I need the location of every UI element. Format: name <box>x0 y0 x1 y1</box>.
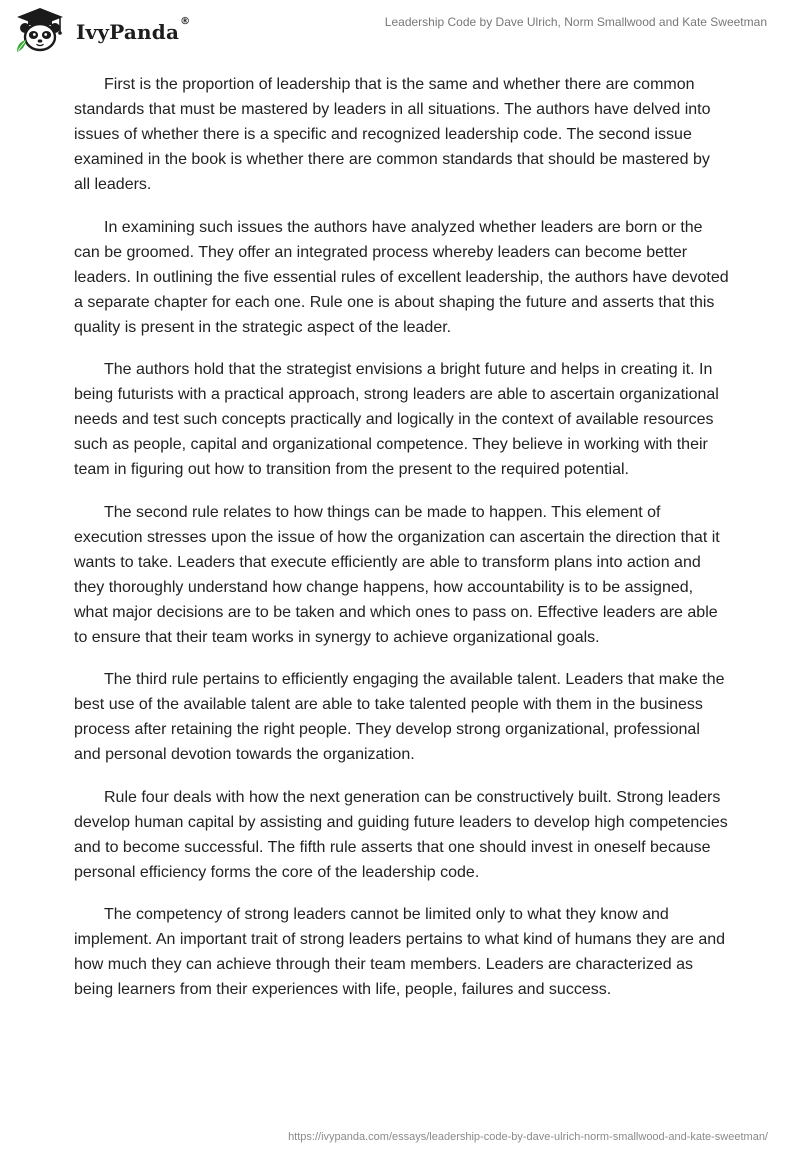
paragraph: The third rule pertains to efficiently engaging the available talent. Leaders that make the best use of the available talent are able to take talented people with them in the business process after retaining the right people. They develop strong organizational, professional and personal devotion towards the organization. <box>74 671 725 763</box>
paragraph: The competency of strong leaders cannot be limited only to what they know and implement. An important trait of strong leaders pertains to what kind of humans they are and how much they can achieve through their team members. Leaders are characterized as being learners from their experiences with life, people, failures and success. <box>74 906 726 998</box>
document-title: Leadership Code by Dave Ulrich, Norm Smallwood and Kate Sweetman <box>384 15 767 29</box>
ivypanda-logo[interactable] <box>14 6 190 54</box>
paragraph: In examining such issues the authors have analyzed whether leaders are born or the can be groomed. They offer an integrated process whereby leaders can become better leaders. In outlining the five essential rules of excellent leadership, the authors have devoted a separate chapter for each one. Rule one is about shaping the future and asserts that this quality is present in the strategic aspect of the leader. <box>74 218 729 336</box>
paragraph: First is the proportion of leadership that is the same and whether there are common standards that must be mastered by leaders in all situations. The authors have delved into issues of whether there is a specific and recognized leadership code. The second issue examined in the book is whether there are common standards that should be mastered by all leaders. <box>74 76 711 193</box>
paragraph: The authors hold that the strategist envisions a bright future and helps in creating it. In being futurists with a practical approach, strong leaders are able to ascertain organizational needs and test such concepts practically and logically in the context of available resources such as people, capital and organizational competence. They believe in working with their team in figuring out how to transition from the present to the required potential. <box>74 361 719 478</box>
source-url-link[interactable]: https://ivypanda.com/essays/leadership-code-by-dave-ulrich-norm-smallwood-and-kate-sweetman/ <box>288 1131 768 1143</box>
registered-mark: ® <box>180 16 191 27</box>
paragraph: The second rule relates to how things can be made to happen. This element of execution stresses upon the issue of how the organization can ascertain the direction that it wants to take. Leaders that execute efficiently are able to transform plans into action and they thoroughly understand how change happens, how accountability is to be assigned, what major decisions are to be taken and which ones to pass on. Effective leaders are able to ensure that their team works in synergy to achieve organizational goals. <box>74 503 720 646</box>
panda-graduate-icon <box>14 6 66 54</box>
page-header <box>0 0 800 60</box>
brand-name: IvyPanda® <box>76 16 191 44</box>
paragraph: Rule four deals with how the next generation can be constructively built. Strong leaders develop human capital by assisting and guiding future leaders to develop high competencies and to become successful. The fifth rule asserts that one should invest in oneself because personal efficiency forms the core of the leadership code. <box>74 788 728 881</box>
essay-body <box>74 72 730 1020</box>
